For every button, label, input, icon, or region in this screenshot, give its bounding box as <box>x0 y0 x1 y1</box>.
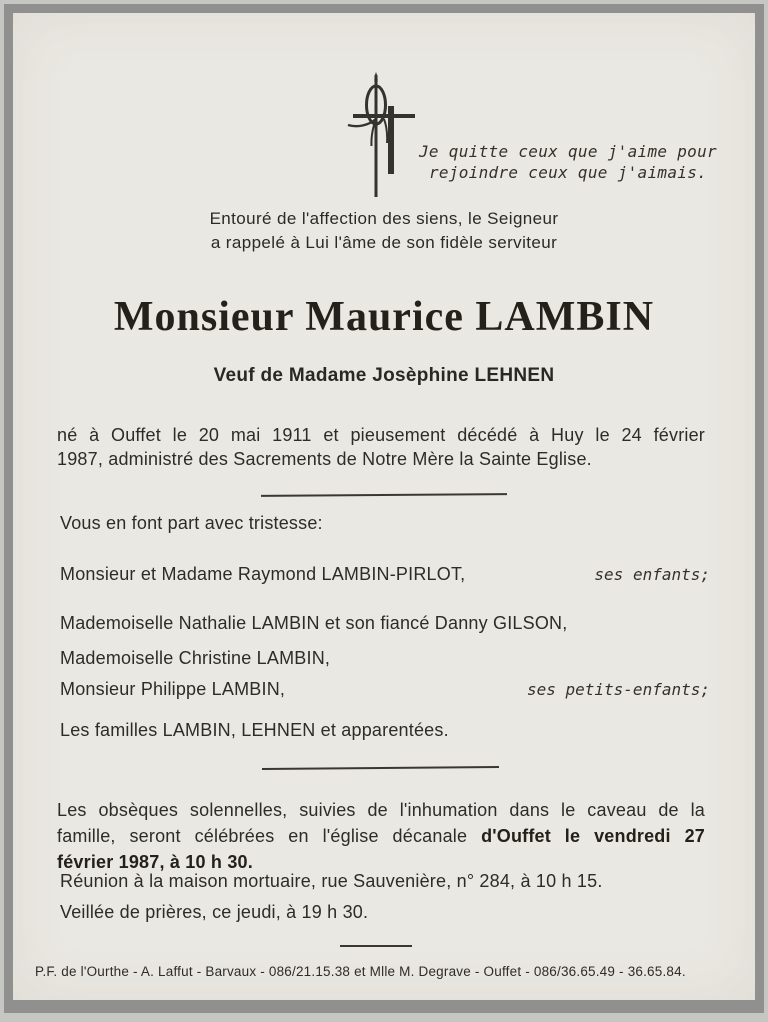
mourner-row <box>60 720 710 741</box>
epitaph-line-1: Je quitte ceux que j'aime pour <box>419 142 717 161</box>
funeral-line-1-text: Les obsèques solennelles, suivies de l'inhumation dans le caveau de la <box>57 800 705 820</box>
mourner-name: Les familles LAMBIN, LEHNEN et apparentées. <box>60 720 449 740</box>
funeral-line-2-text: famille, seront célébrées en l'église décanale <box>57 826 482 846</box>
mourner-name: Mademoiselle Christine LAMBIN, <box>60 648 331 668</box>
deceased-name: Monsieur Maurice LAMBIN <box>113 294 655 340</box>
life-record-line-2: 1987, administré des Sacrements de Notre Mère la Sainte Eglise. <box>57 449 592 469</box>
epitaph-line-2: rejoindre ceux que j'aimais. <box>428 163 708 182</box>
gathering-line: Réunion à la maison mortuaire, rue Sauvenière, n° 284, à 10 h 15. <box>60 871 603 891</box>
mourner-row <box>60 679 710 700</box>
vigil-line: Veillée de prières, ce jeudi, à 19 h 30. <box>60 902 369 922</box>
divider-rule-middle <box>262 766 499 770</box>
mourner-name: Mademoiselle Nathalie LAMBIN et son fiancé Danny GILSON, <box>60 613 568 633</box>
mourner-relation: ses petits-enfants; <box>526 680 710 699</box>
funeral-line-3-bold: février 1987, à 10 h 30. <box>57 852 253 872</box>
cross-icon <box>343 71 421 206</box>
preamble-line-2: a rappelé à Lui l'âme de son fidèle serviteur <box>210 233 558 252</box>
funeral-home-footer: P.F. de l'Ourthe - A. Laffut - Barvaux - 086/21.15.38 et Mlle M. Degrave - Ouffet - 086/36.65.49 - 36.65.84. <box>35 964 686 979</box>
divider-rule-bottom <box>340 945 412 947</box>
funeral-line-2-bold: d'Ouffet le vendredi 27 <box>481 826 705 846</box>
memorial-card-paper <box>13 13 755 1000</box>
funeral-line-1 <box>57 797 705 823</box>
life-record-line-1: né à Ouffet le 20 mai 1911 et pieusement décédé à Huy le 24 février <box>57 425 705 445</box>
mourner-name: Monsieur Philippe LAMBIN, <box>60 679 286 699</box>
funeral-notice <box>57 797 705 875</box>
life-record <box>57 423 705 471</box>
preamble <box>13 207 755 255</box>
mourner-name: Monsieur et Madame Raymond LAMBIN-PIRLOT, <box>60 564 466 584</box>
funeral-line-2 <box>57 823 705 849</box>
preamble-line-1: Entouré de l'affection des siens, le Seigneur <box>209 209 559 228</box>
mourner-row <box>60 564 710 585</box>
divider-rule-top <box>261 493 507 497</box>
mourner-row <box>60 648 710 669</box>
mourner-row <box>60 613 710 634</box>
widower-subtitle: Veuf de Madame Josèphine LEHNEN <box>213 365 555 386</box>
epitaph-quote <box>403 141 733 183</box>
mourner-relation: ses enfants; <box>594 565 710 584</box>
announcement-line: Vous en font part avec tristesse: <box>60 513 323 533</box>
